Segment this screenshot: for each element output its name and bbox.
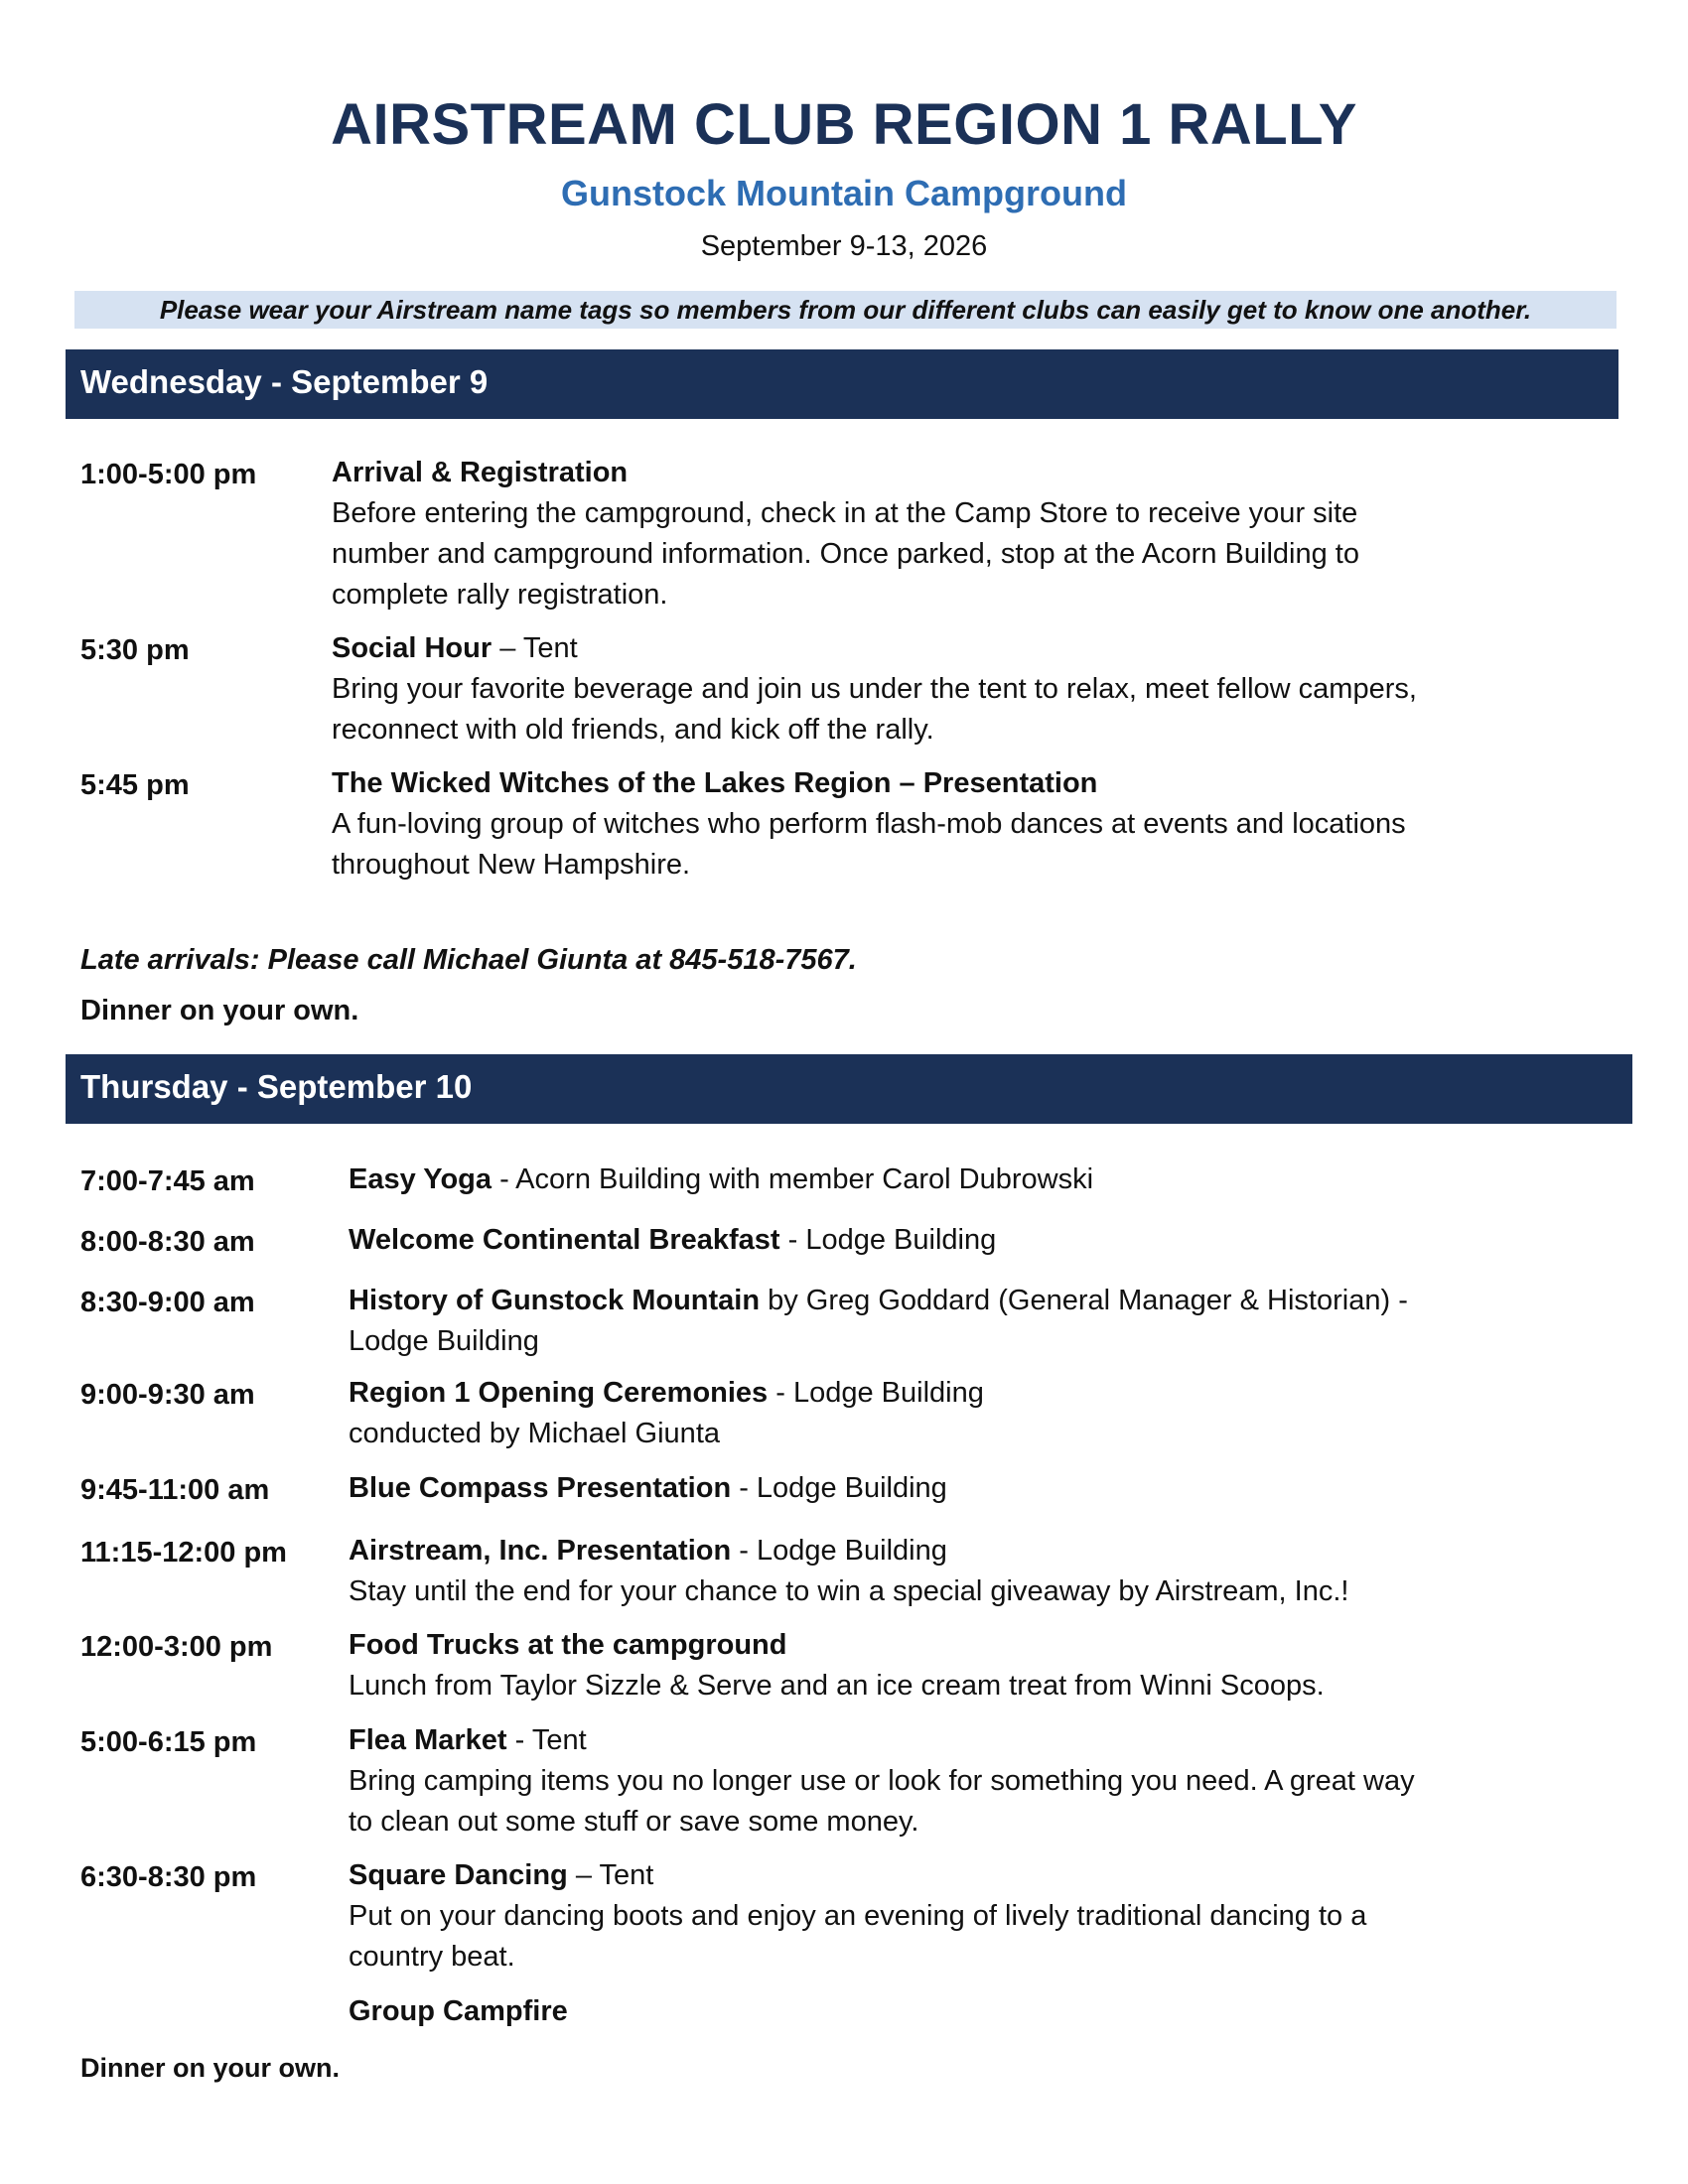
event-details — [349, 1720, 1500, 1843]
event-details — [349, 1991, 1500, 2032]
page-title: AIRSTREAM CLUB REGION 1 RALLY — [331, 92, 1357, 157]
late-arrivals-note: Late arrivals: Please call Michael Giunta at 845-518-7567. — [80, 944, 857, 976]
event-time: 5:00-6:15 pm — [80, 1726, 257, 1758]
event-description-line: number and campground information. Once parked, stop at the Acorn Building to — [332, 538, 1359, 570]
event-description-line: country beat. — [349, 1941, 515, 1973]
event-details — [332, 453, 1503, 615]
event-time: 12:00-3:00 pm — [80, 1631, 273, 1663]
event-details — [349, 1160, 1500, 1200]
event-time: 9:00-9:30 am — [80, 1379, 255, 1411]
event-description-line: Bring camping items you no longer use or look for something you need. A great way — [349, 1765, 1415, 1797]
event-description-line: Lunch from Taylor Sizzle & Serve and an ice cream treat from Winni Scoops. — [349, 1670, 1325, 1702]
event-description-line: reconnect with old friends, and kick off the rally. — [332, 714, 934, 746]
event-time: 8:00-8:30 am — [80, 1226, 255, 1258]
event-location: by Greg Goddard (General Manager & Historian) - — [760, 1285, 1408, 1316]
event-title: Airstream, Inc. Presentation — [349, 1535, 732, 1567]
event-details — [349, 1625, 1500, 1706]
event-description-line: complete rally registration. — [332, 579, 668, 611]
event-details — [332, 763, 1503, 886]
event-details — [349, 1281, 1500, 1362]
event-title: Blue Compass Presentation — [349, 1472, 732, 1504]
event-location: - Tent — [506, 1724, 587, 1756]
event-time: 5:45 pm — [80, 769, 190, 801]
event-title: The Wicked Witches of the Lakes Region – Presentation — [332, 767, 1098, 799]
venue-subtitle: Gunstock Mountain Campground — [561, 173, 1127, 213]
event-location: – Tent — [567, 1859, 654, 1891]
event-time: 8:30-9:00 am — [80, 1287, 255, 1318]
event-description-line: Before entering the campground, check in at the Camp Store to receive your site — [332, 497, 1358, 529]
event-title: Food Trucks at the campground — [349, 1629, 787, 1661]
event-details — [332, 628, 1503, 751]
event-title: Square Dancing — [349, 1859, 568, 1891]
event-time: 5:30 pm — [80, 634, 190, 666]
event-title: Flea Market — [349, 1724, 507, 1756]
event-title: Arrival & Registration — [332, 457, 629, 488]
event-title: Region 1 Opening Ceremonies — [349, 1377, 769, 1409]
event-title: Welcome Continental Breakfast — [349, 1224, 780, 1256]
event-title: Easy Yoga — [349, 1163, 492, 1195]
event-description-line: conducted by Michael Giunta — [349, 1418, 720, 1449]
event-details — [349, 1531, 1500, 1612]
event-time: 6:30-8:30 pm — [80, 1861, 257, 1893]
event-details — [349, 1855, 1500, 1978]
event-time: 7:00-7:45 am — [80, 1165, 255, 1197]
event-description-line: Lodge Building — [349, 1325, 539, 1357]
rally-dates: September 9-13, 2026 — [700, 230, 988, 262]
event-time: 1:00-5:00 pm — [80, 459, 257, 490]
event-description-line: Bring your favorite beverage and join us under the tent to relax, meet fellow campers, — [332, 673, 1417, 705]
dinner-note-thursday: Dinner on your own. — [80, 2053, 340, 2083]
name-tag-notice: Please wear your Airstream name tags so members from our different clubs can easily get to know one another. — [74, 291, 1617, 329]
event-time: 9:45-11:00 am — [80, 1474, 270, 1506]
event-description-line: to clean out some stuff or save some money. — [349, 1806, 919, 1838]
event-details — [349, 1468, 1500, 1509]
day-header-thursday: Thursday - September 10 — [66, 1054, 1632, 1124]
event-time: 11:15-12:00 pm — [80, 1537, 287, 1569]
event-description-line: throughout New Hampshire. — [332, 849, 691, 881]
event-location: – Tent — [492, 632, 578, 664]
dinner-note-wednesday: Dinner on your own. — [80, 995, 359, 1026]
event-description-line: Stay until the end for your chance to win a special giveaway by Airstream, Inc.! — [349, 1575, 1349, 1607]
event-description-line: A fun-loving group of witches who perform flash-mob dances at events and locations — [332, 808, 1406, 840]
event-location: - Lodge Building — [731, 1472, 947, 1504]
event-location: - Lodge Building — [768, 1377, 984, 1409]
event-description-line: Put on your dancing boots and enjoy an evening of lively traditional dancing to a — [349, 1900, 1367, 1932]
event-location: - Lodge Building — [779, 1224, 997, 1256]
event-details — [349, 1373, 1500, 1454]
event-details — [349, 1220, 1500, 1261]
event-title: Social Hour — [332, 632, 492, 664]
event-location: - Lodge Building — [731, 1535, 947, 1567]
day-header-wednesday: Wednesday - September 9 — [66, 349, 1618, 419]
event-title: History of Gunstock Mountain — [349, 1285, 761, 1316]
event-title: Group Campfire — [349, 1995, 568, 2027]
event-location: - Acorn Building with member Carol Dubrowski — [492, 1163, 1094, 1195]
